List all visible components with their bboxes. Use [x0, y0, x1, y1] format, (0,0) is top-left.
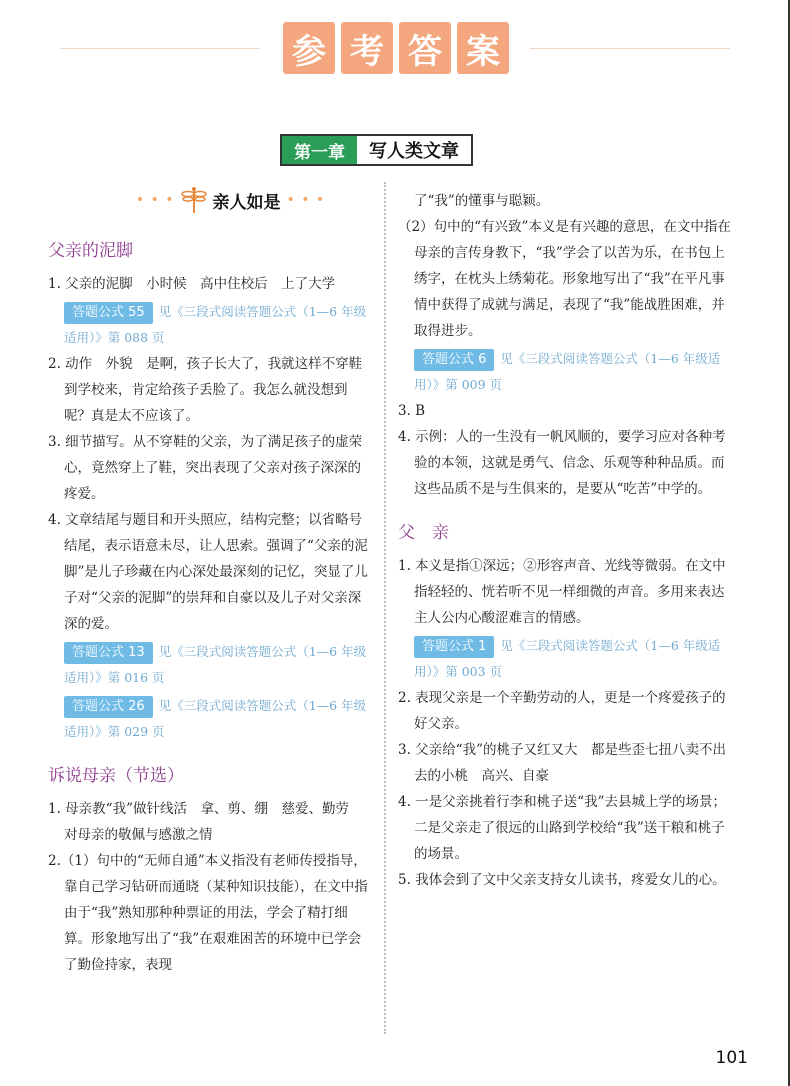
answer-item: 3. B	[398, 403, 426, 419]
banner-left-line	[60, 48, 260, 49]
section-title: 亲人如是	[212, 192, 281, 213]
column-divider	[384, 182, 386, 1034]
left-column	[48, 180, 373, 978]
article-title: 父 亲	[398, 523, 449, 543]
article-title: 父亲的泥脚	[48, 241, 133, 261]
formula-badge: 答题公式 55	[64, 302, 153, 324]
formula-text: 见《三段式阅读答题公式（1—6 年级适用）》第 029 页	[64, 698, 367, 739]
banner-char: 参	[283, 22, 335, 74]
answer-item: 1. 本义是指①深远；②形容声音、光线等微弱。在文中指轻轻的、恍若听不见一样细微的声音。多用来表达主人公内心酸涩难言的情感。	[398, 558, 726, 626]
formula-badge: 答题公式 6	[414, 349, 494, 371]
formula-ref	[398, 633, 733, 685]
article-title: 诉说母亲（节选）	[48, 766, 184, 786]
answer-item: 2.（1）句中的“无师自通”本义指没有老师传授指导，靠自己学习钻研而通晓（某种知识技能），在文中指由于“我”熟知那种种票证的用法，学会了精打细算。形象地写出了“我”在艰难困苦的环境中已学会了勤俭持家，表现	[48, 853, 368, 973]
answer-item: 3. 父亲给“我”的桃子又红又大 都是些歪七扭八卖不出去的小桃 高兴、自豪	[398, 742, 726, 784]
page-number: 101	[715, 1048, 748, 1068]
formula-text: 见《三段式阅读答题公式（1—6 年级适用）》第 009 页	[414, 351, 721, 392]
dots-left: • • •	[135, 192, 175, 208]
right-column	[398, 188, 733, 893]
dragonfly-icon	[181, 185, 207, 215]
formula-badge: 答题公式 13	[64, 642, 153, 664]
answer-item: 2. 动作 外貌 是啊，孩子长大了，我就这样不穿鞋到学校来，肯定给孩子丢脸了。我怎么就没想到呢？真是太不应该了。	[48, 356, 363, 424]
answer-item: 3. 细节描写。从不穿鞋的父亲，为了满足孩子的虚荣心，竟然穿上了鞋，突出表现了父亲对孩子深深的疼爱。	[48, 434, 363, 502]
answer-item: 2. 表现父亲是一个辛勤劳动的人，更是一个疼爱孩子的好父亲。	[398, 690, 726, 732]
chapter-name: 写人类文章	[357, 136, 471, 164]
answer-item: 1. 父亲的泥脚 小时候 高中住校后 上了大学	[48, 276, 336, 292]
formula-badge: 答题公式 26	[64, 696, 153, 718]
banner-char: 考	[341, 22, 393, 74]
answer-item: （2）句中的“有兴致”本义是有兴趣的意思，在文中指在母亲的言传身教下，“我”学会了以苦为乐，在书包上绣字，在枕头上绣菊花。形象地写出了“我”在平凡事情中获得了成就与满足，表现了“我”能战胜困难，并取得进步。	[398, 219, 731, 339]
answer-item: 1. 母亲教“我”做针线活 拿、剪、绷 慈爱、勤劳 对母亲的敬佩与感激之情	[48, 801, 363, 843]
answer-continuation: 了“我”的懂事与聪颖。	[414, 193, 550, 209]
page-banner	[276, 22, 516, 76]
answer-item: 4. 示例：人的一生没有一帆风顺的，要学习应对各种考验的本领，这就是勇气、信念、乐观等种种品质。而这些品质不是与生俱来的，是要从“吃苦”中学的。	[398, 429, 726, 497]
answer-item: 4. 文章结尾与题目和开头照应，结构完整；以省略号结尾，表示语意未尽，让人思索。强调了“父亲的泥脚”是儿子珍藏在内心深处最深刻的记忆，突显了儿子对“父亲的泥脚”的崇拜和自豪以及儿子对父亲深深的爱。	[48, 512, 368, 632]
formula-badge: 答题公式 1	[414, 636, 494, 658]
answer-item: 4. 一是父亲挑着行李和桃子送“我”去县城上学的场景；二是父亲走了很远的山路到学校给“我”送干粮和桃子的场景。	[398, 794, 726, 862]
formula-ref	[48, 693, 373, 745]
banner-char: 案	[457, 22, 509, 74]
banner-char: 答	[399, 22, 451, 74]
dots-right: • • •	[286, 192, 326, 208]
formula-text: 见《三段式阅读答题公式（1—6 年级适用）》第 088 页	[64, 304, 367, 345]
formula-ref	[398, 346, 733, 398]
formula-ref	[48, 299, 373, 351]
formula-text: 见《三段式阅读答题公式（1—6 年级适用）》第 003 页	[414, 638, 721, 679]
answer-item: 5. 我体会到了文中父亲支持女儿读书，疼爱女儿的心。	[398, 872, 726, 888]
chapter-heading	[280, 134, 473, 166]
formula-text: 见《三段式阅读答题公式（1—6 年级适用）》第 016 页	[64, 644, 367, 685]
chapter-tag: 第一章	[282, 136, 357, 164]
formula-ref	[48, 639, 373, 691]
banner-right-line	[530, 48, 730, 49]
section-heading	[88, 180, 373, 220]
